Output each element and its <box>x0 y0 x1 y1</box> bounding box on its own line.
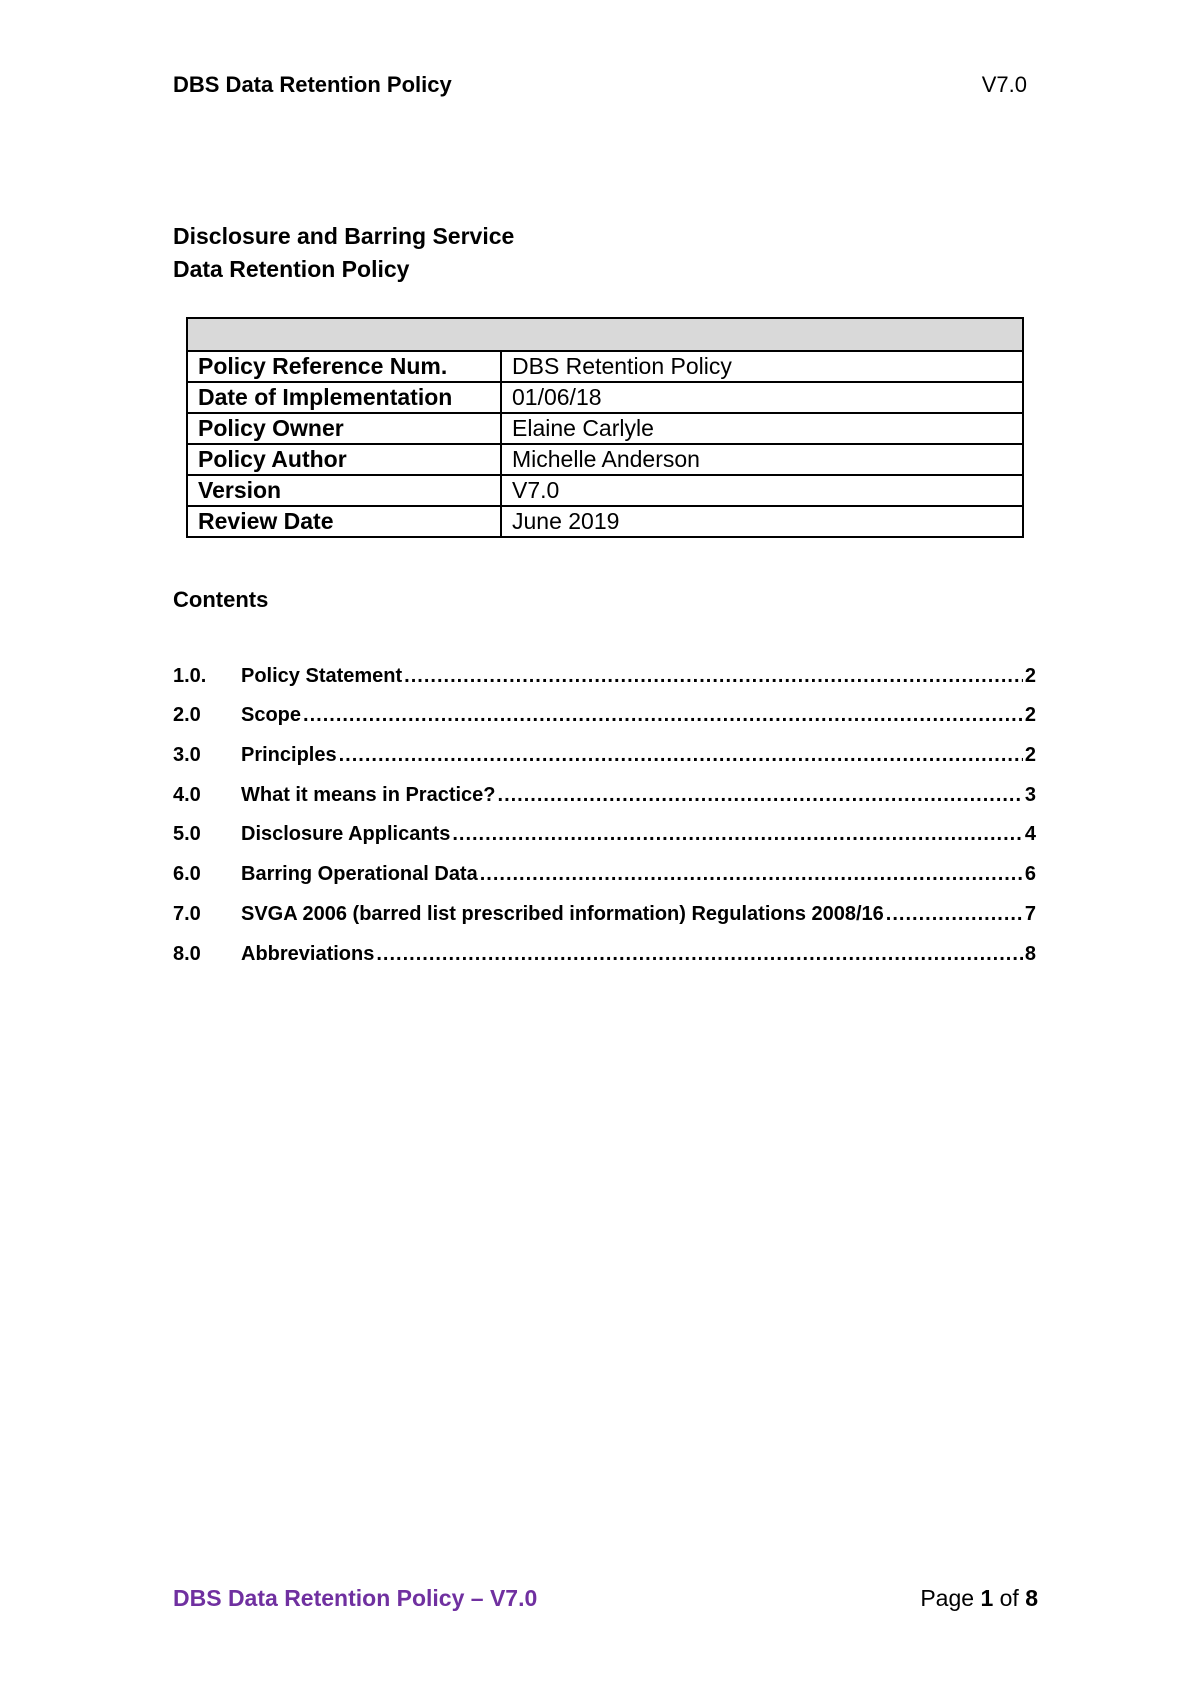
toc-page-number[interactable]: 8 <box>1024 942 1036 965</box>
table-row <box>187 444 1023 475</box>
row-value: June 2019 <box>501 506 1023 537</box>
toc-leader-dots <box>303 704 1023 727</box>
page-header <box>173 72 1027 98</box>
table-header-row <box>187 318 1023 351</box>
toc-entry-scope[interactable] <box>173 688 1036 728</box>
toc-number: 2.0 <box>173 704 201 727</box>
toc-page-number[interactable]: 6 <box>1024 863 1036 886</box>
toc-entry-barring-operational-data[interactable] <box>173 846 1036 886</box>
toc-number: 5.0 <box>173 823 201 846</box>
toc-title[interactable]: Policy Statement <box>241 664 403 687</box>
toc-leader-dots <box>480 863 1023 886</box>
document-title-line-1: Disclosure and Barring Service <box>173 223 515 249</box>
toc-title[interactable]: What it means in Practice? <box>241 783 496 806</box>
policy-info-table <box>186 317 1024 538</box>
toc-title[interactable]: Abbreviations <box>241 942 375 965</box>
row-label: Policy Author <box>187 444 501 475</box>
toc-title[interactable]: Scope <box>241 704 302 727</box>
table-row <box>187 382 1023 413</box>
row-value: DBS Retention Policy <box>501 351 1023 382</box>
toc-number: 1.0. <box>173 664 207 687</box>
document-title <box>173 220 514 286</box>
row-value: V7.0 <box>501 475 1023 506</box>
table-of-contents <box>173 648 1036 966</box>
toc-page-number[interactable]: 2 <box>1024 664 1036 687</box>
row-label: Date of Implementation <box>187 382 501 413</box>
toc-leader-dots <box>339 744 1023 767</box>
footer-page-total: 8 <box>1025 1585 1038 1611</box>
table-row <box>187 475 1023 506</box>
toc-number: 8.0 <box>173 942 201 965</box>
row-value: 01/06/18 <box>501 382 1023 413</box>
toc-number: 3.0 <box>173 744 201 767</box>
contents-heading: Contents <box>173 587 269 612</box>
table-row <box>187 351 1023 382</box>
toc-entry-disclosure-applicants[interactable] <box>173 807 1036 847</box>
toc-title[interactable]: Disclosure Applicants <box>241 823 451 846</box>
toc-title[interactable]: Principles <box>241 744 337 767</box>
header-title: DBS Data Retention Policy <box>173 72 452 97</box>
toc-entry-what-it-means[interactable] <box>173 767 1036 807</box>
row-value: Elaine Carlyle <box>501 413 1023 444</box>
row-value: Michelle Anderson <box>501 444 1023 475</box>
toc-page-number[interactable]: 2 <box>1024 744 1036 767</box>
row-label: Policy Reference Num. <box>187 351 501 382</box>
toc-number: 4.0 <box>173 783 201 806</box>
toc-title[interactable]: Barring Operational Data <box>241 863 478 886</box>
table-header-cell <box>187 318 1023 351</box>
toc-leader-dots <box>498 784 1023 807</box>
footer-document-title: DBS Data Retention Policy – V7.0 <box>173 1585 538 1611</box>
toc-entry-principles[interactable] <box>173 727 1036 767</box>
toc-leader-dots <box>886 903 1023 926</box>
row-label: Review Date <box>187 506 501 537</box>
toc-number: 7.0 <box>173 902 201 925</box>
toc-title[interactable]: SVGA 2006 (barred list prescribed information) Regulations 2008/16 <box>241 902 884 925</box>
document-title-line-2: Data Retention Policy <box>173 256 410 282</box>
table-row <box>187 413 1023 444</box>
toc-page-number[interactable]: 4 <box>1024 823 1036 846</box>
toc-page-number[interactable]: 3 <box>1024 783 1036 806</box>
toc-page-number[interactable]: 2 <box>1024 704 1036 727</box>
toc-leader-dots <box>452 823 1023 846</box>
table-row <box>187 506 1023 537</box>
footer-page-current: 1 <box>980 1585 994 1611</box>
page-footer <box>173 1585 1038 1612</box>
footer-page-indicator <box>920 1585 1038 1612</box>
toc-entry-policy-statement[interactable] <box>173 648 1036 688</box>
toc-leader-dots <box>404 665 1023 688</box>
footer-page-word: Page <box>920 1585 975 1611</box>
row-label: Version <box>187 475 501 506</box>
toc-entry-svga-regulations[interactable] <box>173 886 1036 926</box>
toc-leader-dots <box>376 943 1023 966</box>
toc-page-number[interactable]: 7 <box>1024 902 1036 925</box>
footer-of-word: of <box>999 1585 1019 1611</box>
toc-number: 6.0 <box>173 863 201 886</box>
header-version: V7.0 <box>981 72 1027 97</box>
row-label: Policy Owner <box>187 413 501 444</box>
toc-entry-abbreviations[interactable] <box>173 926 1036 966</box>
